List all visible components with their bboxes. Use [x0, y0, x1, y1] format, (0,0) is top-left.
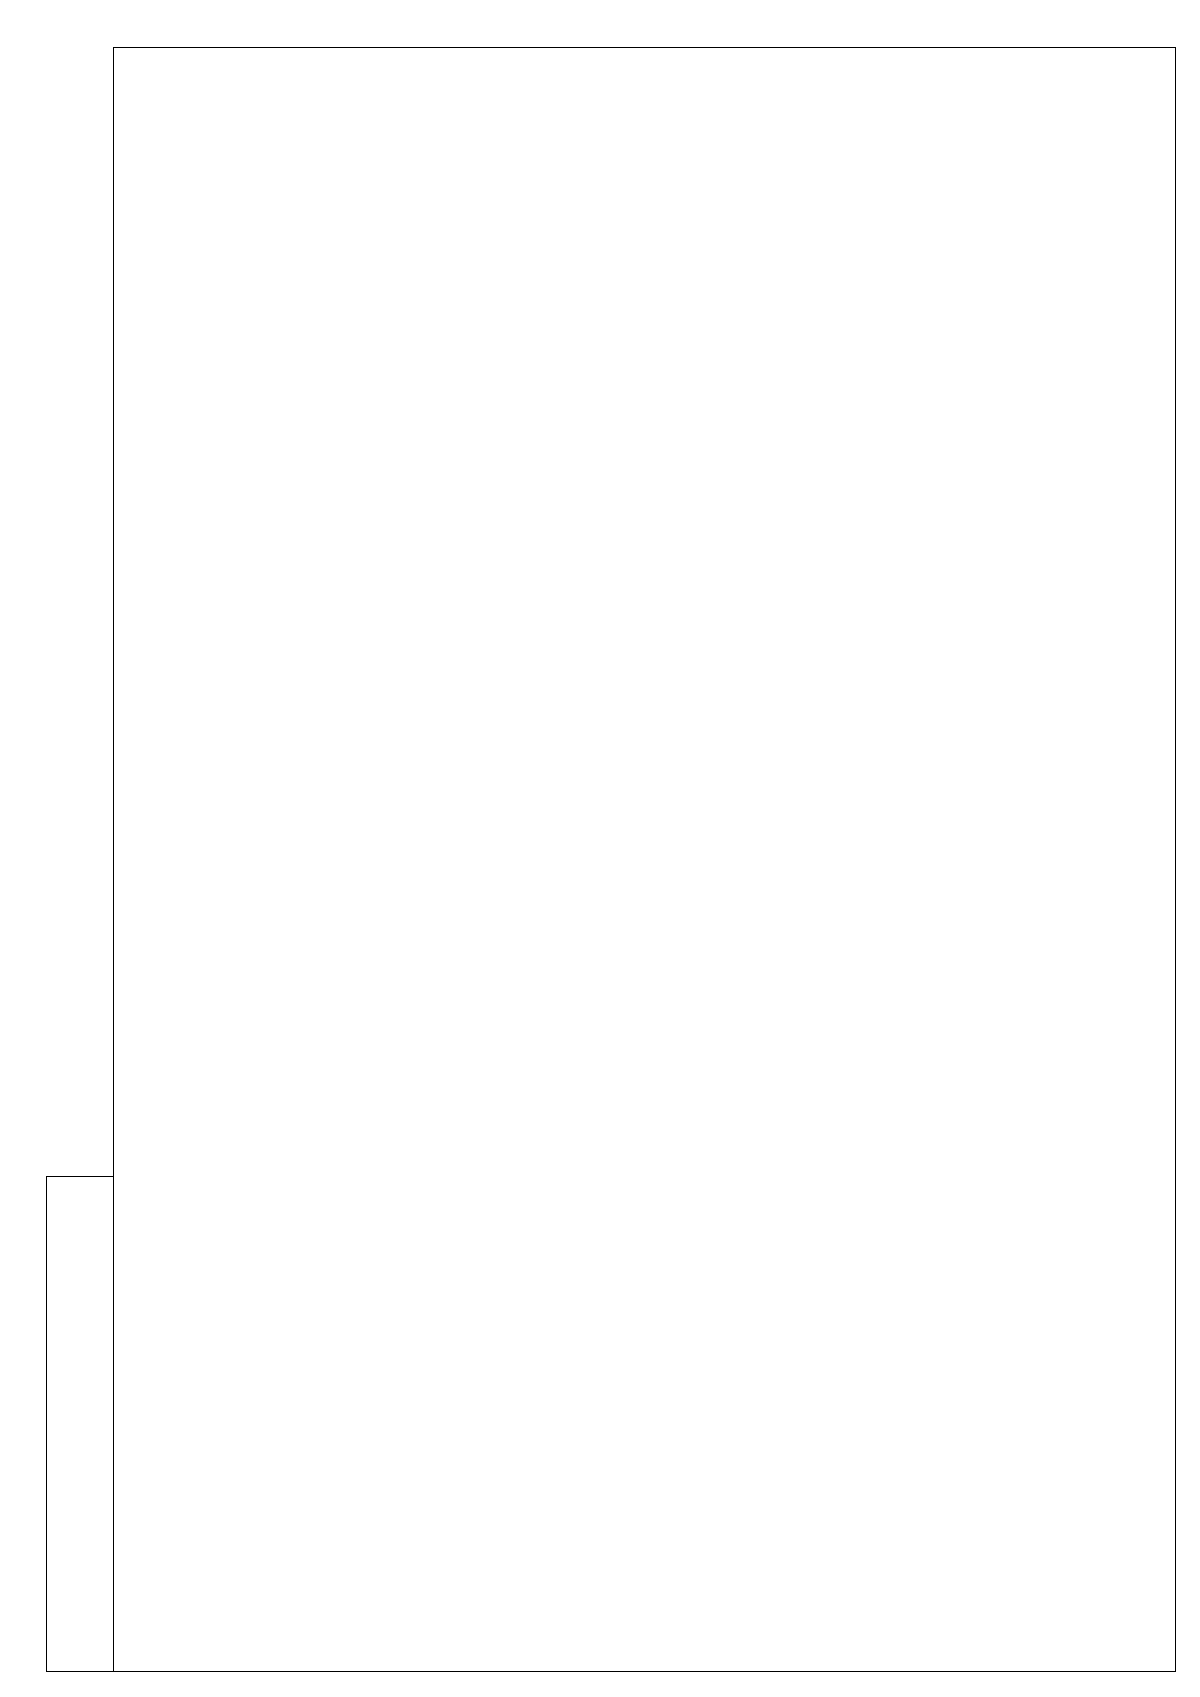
- side-stamp-strip: [46, 1176, 113, 1672]
- title-block: [113, 1585, 1176, 1672]
- drawing-frame: [113, 47, 1176, 1672]
